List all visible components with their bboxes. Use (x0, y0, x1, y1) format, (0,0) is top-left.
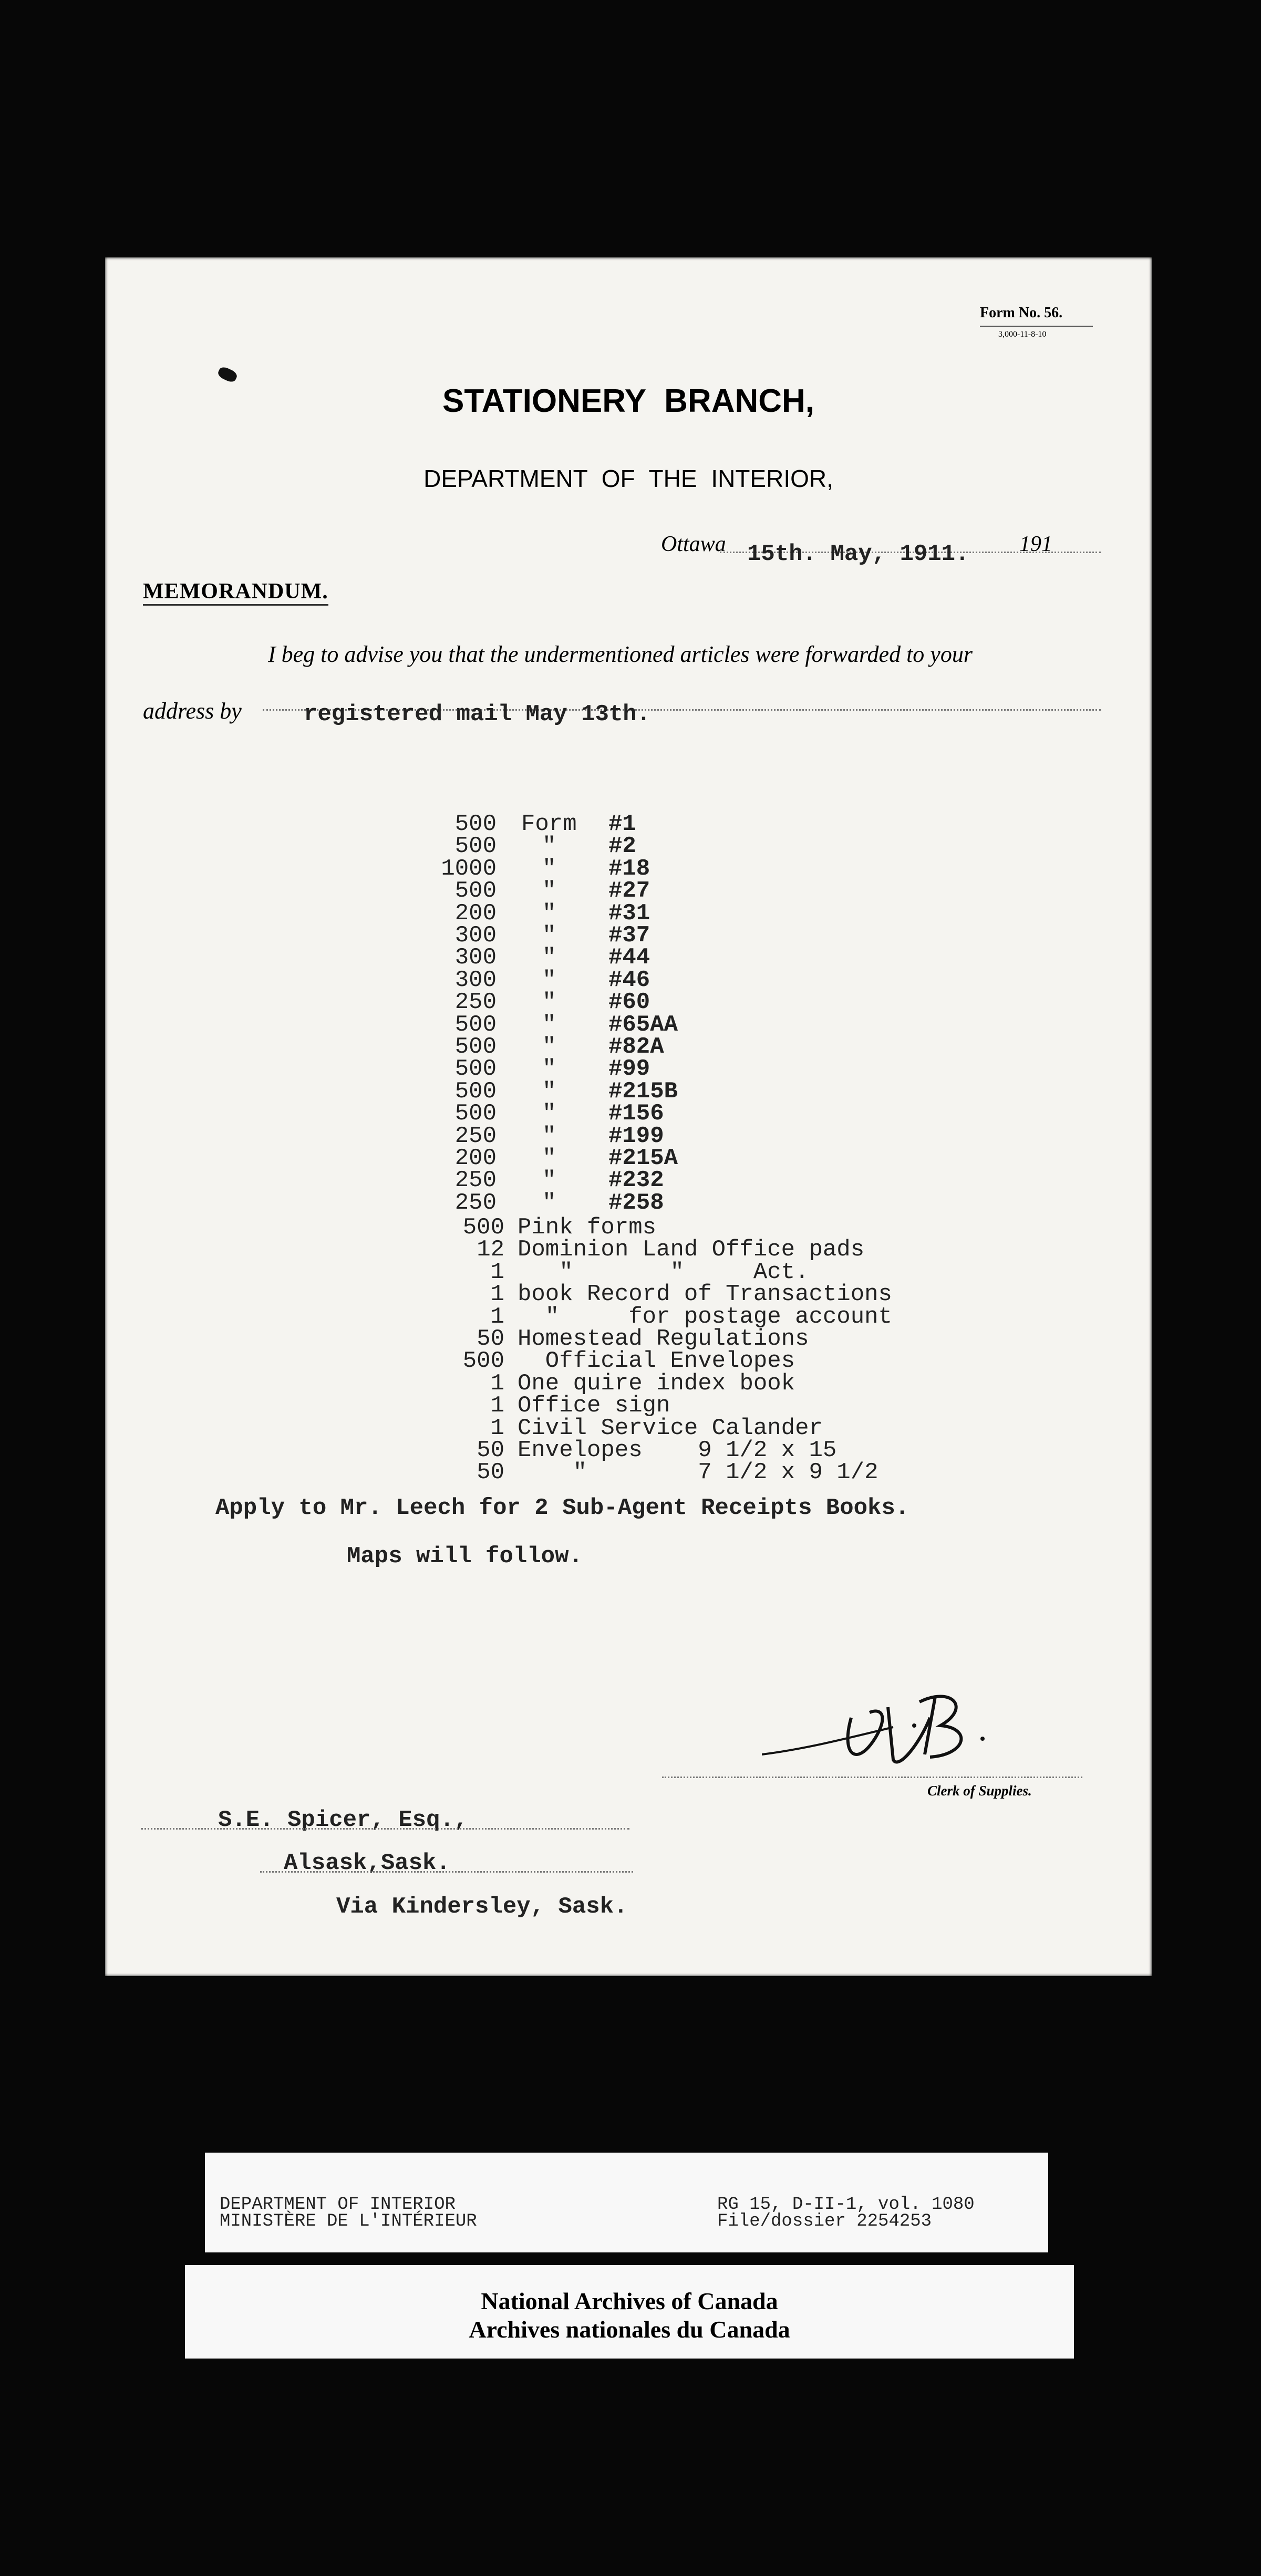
form-number-value: #46 (608, 967, 650, 993)
address-by-label: address by (143, 698, 242, 724)
form-quantity: 500 (454, 1078, 497, 1105)
item-quantity: 1 (490, 1259, 504, 1285)
ditto-mark: " (542, 900, 556, 927)
ditto-mark: " (542, 1123, 556, 1149)
item-quantity: 1 (490, 1303, 504, 1330)
form-number-value: #18 (608, 855, 650, 882)
address-by-value: registered mail May 13th. (304, 701, 651, 728)
form-quantity: 300 (454, 944, 497, 971)
ditto-mark: " (542, 1167, 556, 1194)
form-quantity: 500 (454, 1100, 497, 1127)
form-quantity: 250 (454, 1123, 497, 1149)
item-description: " " Act. (518, 1259, 809, 1285)
ditto-mark: " (542, 922, 556, 949)
form-number-value: #27 (608, 878, 650, 905)
ditto-mark: " (542, 944, 556, 971)
ditto-mark: " (542, 1078, 556, 1105)
item-description: " 7 1/2 x 9 1/2 (518, 1459, 878, 1486)
form-number-value: #258 (608, 1189, 664, 1216)
department-heading: DEPARTMENT OF THE INTERIOR, (423, 465, 833, 492)
form-quantity: 500 (454, 1034, 497, 1060)
item-quantity: 12 (477, 1237, 504, 1263)
signature-image (762, 1676, 1014, 1781)
form-number-rule (980, 326, 1093, 327)
item-quantity: 1 (490, 1415, 504, 1441)
form-number-value: #215A (608, 1145, 678, 1171)
ditto-mark: " (542, 1189, 556, 1216)
item-quantity: 1 (490, 1281, 504, 1308)
ditto-mark: " (542, 967, 556, 993)
archive-name-en: National Archives of Canada (481, 2288, 778, 2314)
form-quantity: 250 (454, 989, 497, 1016)
ink-blot (216, 365, 239, 383)
form-number-value: #2 (608, 833, 636, 860)
clerk-label: Clerk of Supplies. (927, 1783, 1032, 1799)
item-description: Dominion Land Office pads (518, 1237, 865, 1263)
place-label: Ottawa (661, 532, 726, 556)
form-number-value: #31 (608, 900, 650, 927)
archive-name-fr: Archives nationales du Canada (469, 2316, 790, 2343)
ditto-mark: " (542, 833, 556, 860)
item-description: Pink forms (518, 1214, 657, 1241)
ditto-mark: " (542, 989, 556, 1016)
form-number-value: #156 (608, 1100, 664, 1127)
addressee-name: S.E. Spicer, Esq., (218, 1807, 468, 1833)
item-quantity: 50 (477, 1437, 504, 1463)
form-quantity: 300 (454, 922, 497, 949)
page-title: STATIONERY BRANCH, (442, 383, 815, 419)
form-quantity: 500 (454, 1011, 497, 1038)
note-maps: Maps will follow. (347, 1543, 583, 1570)
ditto-mark: " (542, 1145, 556, 1171)
form-label: Form (521, 811, 577, 837)
item-description: One quire index book (518, 1370, 795, 1397)
ditto-mark: " (542, 878, 556, 905)
intro-text: I beg to advise you that the undermentioned articles were forwarded to your (268, 641, 973, 667)
form-number-value: #37 (608, 922, 650, 949)
item-description: Envelopes 9 1/2 x 15 (518, 1437, 837, 1463)
form-quantity: 500 (454, 1056, 497, 1083)
form-quantity: 500 (454, 833, 497, 860)
item-description: Official Envelopes (518, 1348, 795, 1375)
addressee-via: Via Kindersley, Sask. (336, 1894, 628, 1920)
item-quantity: 1 (490, 1393, 504, 1419)
form-quantity: 500 (454, 878, 497, 905)
form-quantity: 250 (454, 1189, 497, 1216)
addressee-name-line (141, 1828, 629, 1830)
item-description: Civil Service Calander (518, 1415, 823, 1441)
item-description: Homestead Regulations (518, 1326, 809, 1352)
form-number-value: #44 (608, 944, 650, 971)
label-file-number: File/dossier 2254253 (717, 2211, 932, 2231)
item-description: Office sign (518, 1393, 670, 1419)
item-quantity: 50 (477, 1326, 504, 1352)
label-department-fr: MINISTÈRE DE L'INTÉRIEUR (220, 2211, 477, 2231)
print-code: 3,000-11-8-10 (998, 330, 1047, 339)
memo-page (105, 257, 1152, 1976)
item-quantity: 500 (462, 1348, 504, 1375)
item-quantity: 500 (462, 1214, 504, 1241)
archive-name-banner (185, 2265, 1074, 2359)
form-quantity: 500 (454, 811, 497, 837)
ditto-mark: " (542, 1100, 556, 1127)
form-quantity: 1000 (441, 855, 497, 882)
form-quantity: 200 (454, 900, 497, 927)
item-quantity: 50 (477, 1459, 504, 1486)
year-prefix: 191 (1019, 532, 1052, 556)
form-number-value: #65AA (608, 1011, 678, 1038)
form-quantity: 250 (454, 1167, 497, 1194)
archive-reference-label (205, 2153, 1048, 2252)
ditto-mark: " (542, 855, 556, 882)
item-description: " for postage account (518, 1303, 892, 1330)
label-record-group: RG 15, D-II-1, vol. 1080 (717, 2195, 975, 2215)
signature-line (662, 1777, 1082, 1778)
form-number-value: #199 (608, 1123, 664, 1149)
addressee-place: Alsask,Sask. (284, 1850, 450, 1876)
item-quantity: 1 (490, 1370, 504, 1397)
note-leech: Apply to Mr. Leech for 2 Sub-Agent Receipts Books. (215, 1495, 909, 1521)
form-number-value: #232 (608, 1167, 664, 1194)
form-number-value: #82A (608, 1034, 664, 1060)
form-quantity: 200 (454, 1145, 497, 1171)
date-value: 15th. May, 1911. (747, 541, 969, 567)
form-number-value: #215B (608, 1078, 678, 1105)
memorandum-label: MEMORANDUM. (143, 579, 328, 606)
item-description: book Record of Transactions (518, 1281, 892, 1308)
form-number-value: #1 (608, 811, 636, 837)
addressee-place-line (260, 1871, 633, 1873)
form-number-value: #60 (608, 989, 650, 1016)
form-number: Form No. 56. (980, 305, 1063, 321)
ditto-mark: " (542, 1056, 556, 1083)
form-quantity: 300 (454, 967, 497, 993)
label-department-en: DEPARTMENT OF INTERIOR (220, 2195, 456, 2215)
ditto-mark: " (542, 1034, 556, 1060)
form-number-value: #99 (608, 1056, 650, 1083)
ditto-mark: " (542, 1011, 556, 1038)
